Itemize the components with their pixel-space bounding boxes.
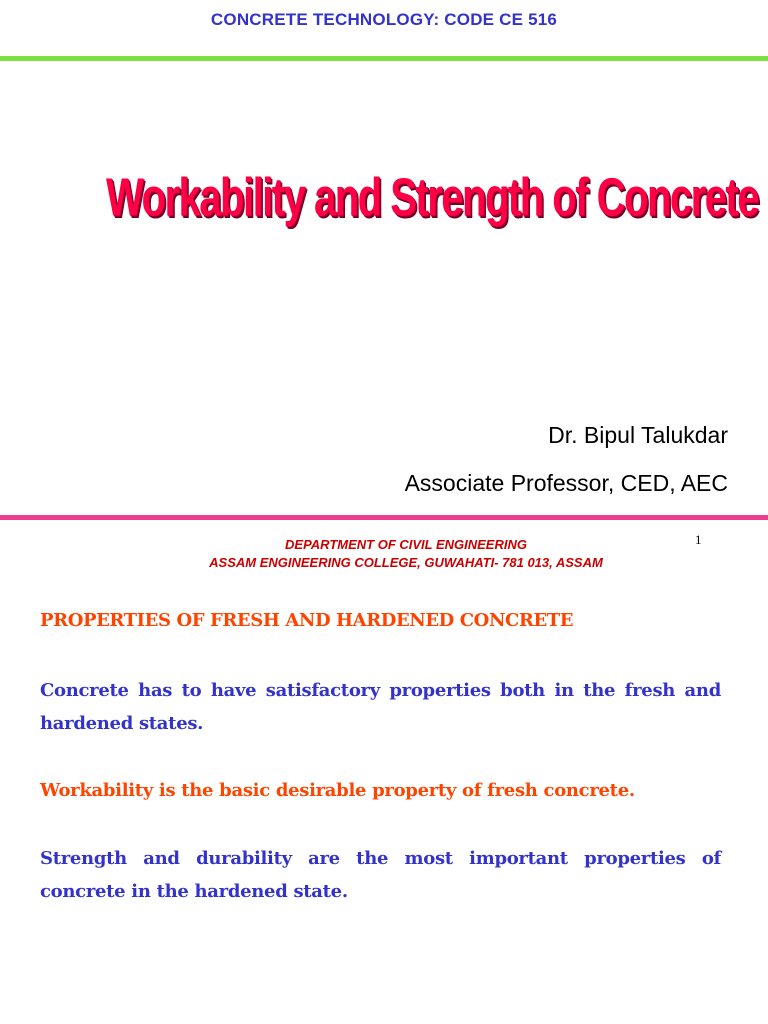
paragraph-fresh-hardened: Concrete has to have satisfactory properties both in the fresh and hardened states. (40, 680, 721, 734)
department-footer (0, 536, 768, 572)
paragraph-strength-durability: Strength and durability are the most important properties of concrete in the hardened state. (40, 848, 721, 902)
college-address: ASSAM ENGINEERING COLLEGE, GUWAHATI- 781 013, ASSAM (209, 555, 603, 570)
page-number: 1 (695, 532, 702, 547)
header-divider (0, 56, 768, 61)
course-header: CONCRETE TECHNOLOGY: CODE CE 516 (210, 10, 558, 29)
department-name: DEPARTMENT OF CIVIL ENGINEERING (285, 537, 527, 552)
section-heading: PROPERTIES OF FRESH AND HARDENED CONCRETE (40, 610, 574, 631)
author-role: Associate Professor, CED, AEC (404, 470, 728, 496)
paragraph-workability: Workability is the basic desirable property of fresh concrete. (40, 780, 635, 801)
footer-divider (0, 515, 768, 520)
slide-title: Workability and Strength of Concrete (106, 168, 758, 228)
author-name: Dr. Bipul Talukdar (548, 422, 728, 448)
